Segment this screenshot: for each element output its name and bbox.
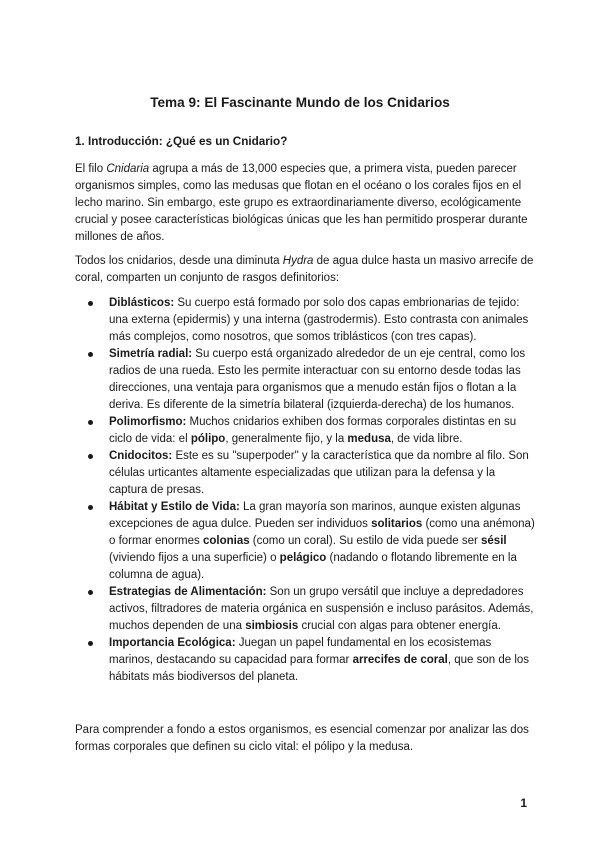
bullet-icon [88,505,93,510]
page-number: 1 [520,796,527,810]
closing-paragraph: Para comprender a fondo a estos organismos, es esencial comenzar por analizar las dos formas corporales que definen su ciclo vital: el pólipo y la medusa. [75,724,529,753]
italic-term: Cnidaria [106,163,150,175]
list-item-diblasticos: Diblásticos: Su cuerpo está formado por solo dos capas embrionarias de tejido: una externa (epidermis) y una interna (gastrodermis). Esto contrasta con animales más complejos, como nosotros, que somos triblásticos (con tres capas). [88,295,536,346]
list-item-polimorfismo: Polimorfismo: Muchos cnidarios exhiben dos formas corporales distintas en su ciclo de vida: el pólipo, generalmente fijo, y la medusa, de vida libre. [88,414,536,448]
traits-intro-paragraph: Todos los cnidarios, desde una diminuta Hydra de agua dulce hasta un masivo arrecife de coral, comparten un conjunto de rasgos definitorios: [75,255,534,284]
bullet-icon [88,454,93,459]
bullet-icon [88,420,93,425]
italic-term: Hydra [282,255,314,267]
page-title: Tema 9: El Fascinante Mundo de los Cnidarios [150,95,450,110]
section-heading: 1. Introducción: ¿Qué es un Cnidario? [75,135,288,148]
list-item-habitat: Hábitat y Estilo de Vida: La gran mayoría son marinos, aunque existen algunas excepciones de agua dulce. Pueden ser individuos solitarios (como una anémona) o formar enormes colonias (como un coral). Su estilo de vida puede ser sésil (viviendo fijos a una superficie) o pelágico (nadando o flotando libremente en la columna de agua). [88,499,536,584]
list-item-alimentacion: Estrategias de Alimentación: Son un grupo versátil que incluye a depredadores activos, filtradores de materia orgánica en suspensión e incluso parásitos. Además, muchos dependen de una simbiosis crucial con algas para obtener energía. [88,584,536,635]
list-item-simetria-radial: Simetría radial: Su cuerpo está organizado alrededor de un eje central, como los radios de una rueda. Esto les permite interactuar con su entorno desde todas las direcciones, una ventaja para organismos que a menudo están fijos o flotan a la deriva. Es diferente de la simetría bilateral (izquierda-derecha) de los humanos. [88,346,536,414]
traits-list [88,295,536,686]
bullet-icon [88,352,93,357]
bullet-icon [88,590,93,595]
intro-paragraph: El filo Cnidaria agrupa a más de 13,000 especies que, a primera vista, pueden parecer organismos simples, como las medusas que flotan en el océano o los corales fijos en el lecho marino. Sin embargo, este grupo es extraordinariamente diverso, ecológicamente crucial y posee características biológicas únicas que les han permitido prosperar durante millones de años. [75,163,528,243]
bullet-icon [88,641,93,646]
list-item-cnidocitos: Cnidocitos: Este es su "superpoder" y la característica que da nombre al filo. Son células urticantes altamente especializadas que utilizan para la defensa y la captura de presas. [88,448,536,499]
bullet-icon [88,301,93,306]
list-item-importancia: Importancia Ecológica: Juegan un papel fundamental en los ecosistemas marinos, destacando su capacidad para formar arrecifes de coral, que son de los hábitats más biodiversos del planeta. [88,635,536,686]
